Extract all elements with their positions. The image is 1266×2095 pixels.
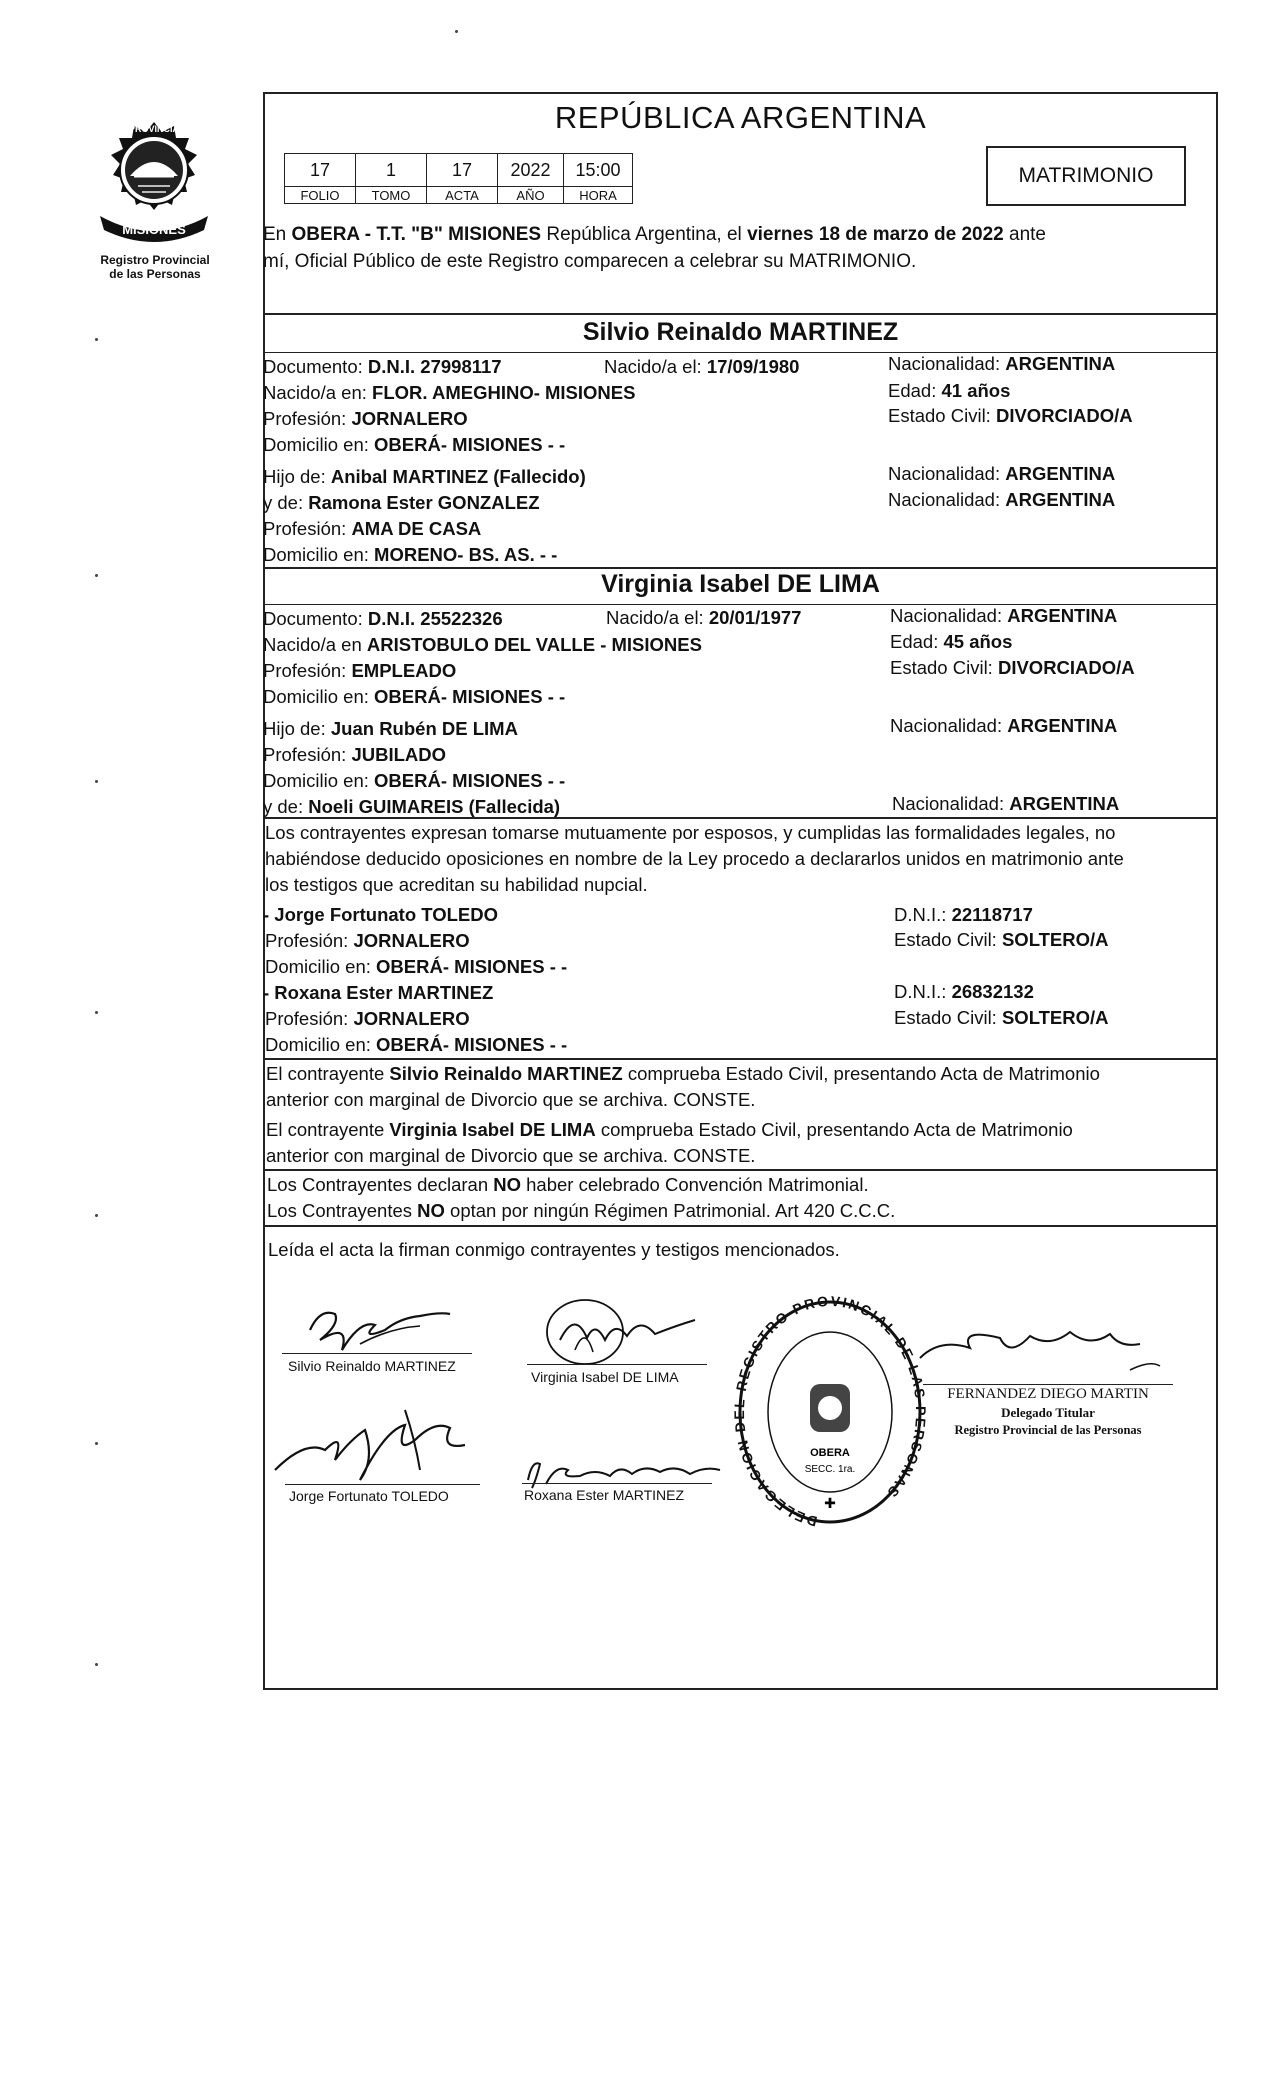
provincial-seal-icon (92, 118, 217, 253)
witness-2-civil-status: Estado Civil: SOLTERO/A (894, 1007, 1109, 1028)
groom-profession: Profesión: JORNALERO (263, 408, 468, 429)
bride-nationality: Nacionalidad: ARGENTINA (890, 605, 1118, 626)
groom-name-heading: Silvio Reinaldo MARTINEZ (582, 318, 899, 346)
groom-mother: y de: Ramona Ester GONZALEZ (263, 492, 540, 513)
bride-birthplace: Nacido/a en ARISTOBULO DEL VALLE - MISIONES (263, 634, 702, 655)
regime-line-1: Los Contrayentes declaran NO haber celebrado Convención Matrimonial. (267, 1174, 869, 1195)
bride-father-address: Domicilio en: OBERÁ- MISIONES - - (263, 770, 566, 791)
intro-line-2: mí, Oficial Público de este Registro comparecen a celebrar su MATRIMONIO. (263, 251, 917, 272)
bride-signature-line (527, 1364, 707, 1365)
separator (263, 567, 1218, 569)
officer-title: Delegado Titular (1001, 1405, 1095, 1420)
official-round-stamp-icon (730, 1292, 930, 1541)
scan-speck (95, 574, 98, 577)
folio-value: 17 (285, 154, 356, 187)
scan-speck (95, 1442, 98, 1445)
civil-note-1: El contrayente Silvio Reinaldo MARTINEZ comprueba Estado Civil, presentando Acta de Matrimonio (266, 1063, 1100, 1084)
bride-father-profession: Profesión: JUBILADO (263, 744, 446, 765)
scan-speck (95, 1011, 98, 1014)
emblem-caption (70, 253, 240, 281)
tomo-value: 1 (356, 154, 427, 187)
witness-1-signature-line (285, 1484, 480, 1485)
groom-father-nationality: Nacionalidad: ARGENTINA (888, 463, 1116, 484)
intro-date: viernes 18 de marzo de 2022 (747, 224, 1004, 245)
groom-civil-status: Estado Civil: DIVORCIADO/A (888, 405, 1133, 426)
separator (263, 1169, 1218, 1171)
witness-2-signature-name: Roxana Ester MARTINEZ (524, 1487, 685, 1503)
groom-birthplace: Nacido/a en: FLOR. AMEGHINO- MISIONES (263, 382, 636, 403)
groom-nationality: Nacionalidad: ARGENTINA (888, 353, 1116, 374)
acta-value: 17 (427, 154, 498, 187)
bride-father-nationality: Nacionalidad: ARGENTINA (890, 715, 1118, 736)
bride-civil-status: Estado Civil: DIVORCIADO/A (890, 657, 1135, 678)
witness-1-civil-status: Estado Civil: SOLTERO/A (894, 929, 1109, 950)
groom-document: Documento: D.N.I. 27998117 (263, 356, 502, 377)
witness-1-signature-name: Jorge Fortunato TOLEDO (289, 1488, 449, 1504)
registry-table (284, 153, 633, 204)
groom-mother-nationality: Nacionalidad: ARGENTINA (888, 489, 1116, 510)
separator (263, 817, 1218, 819)
closing-text: Leída el acta la firman conmigo contrayentes y testigos mencionados. (268, 1239, 840, 1260)
civil-note-2-line-2: anterior con marginal de Divorcio que se archiva. CONSTE. (266, 1145, 756, 1166)
svg-text:✚: ✚ (824, 1495, 836, 1511)
scan-speck (95, 338, 98, 341)
act-type-box: MATRIMONIO (986, 146, 1186, 206)
stamp-inner-text-2: SECC. 1ra. (804, 1464, 856, 1475)
separator (263, 313, 1218, 315)
hora-label: HORA (564, 187, 633, 204)
witness-1-profession: Profesión: JORNALERO (265, 930, 470, 951)
declaration-line-1: Los contrayentes expresan tomarse mutuamente por esposos, y cumplidas las formalidades legales, no (265, 822, 1116, 843)
anio-label: AÑO (498, 187, 564, 204)
intro-place: OBERA - T.T. "B" MISIONES (291, 224, 542, 245)
witness-2-signature-line (522, 1483, 712, 1484)
bride-signature-name: Virginia Isabel DE LIMA (531, 1369, 679, 1385)
scan-speck (455, 30, 458, 33)
page-title: REPÚBLICA ARGENTINA (554, 100, 927, 135)
intro-line-1: En OBERA - T.T. "B" MISIONES República Argentina, el viernes 18 de marzo de 2022 ante (263, 224, 1046, 245)
groom-age: Edad: 41 años (888, 380, 1011, 401)
civil-note-2: El contrayente Virginia Isabel DE LIMA comprueba Estado Civil, presentando Acta de Matrimonio (266, 1119, 1073, 1140)
officer-signature-icon (900, 1318, 1170, 1388)
groom-father: Hijo de: Anibal MARTINEZ (Fallecido) (263, 466, 586, 487)
witness-1-name: - Jorge Fortunato TOLEDO (263, 904, 499, 925)
witness-1-dni: D.N.I.: 22118717 (894, 904, 1033, 925)
bride-birthdate: Nacido/a el: 20/01/1977 (606, 607, 802, 628)
officer-organization: Registro Provincial de las Personas (954, 1423, 1142, 1437)
anio-value: 2022 (498, 154, 564, 187)
bride-father: Hijo de: Juan Rubén DE LIMA (263, 718, 518, 739)
bride-mother: y de: Noeli GUIMAREIS (Fallecida) (263, 796, 561, 817)
seal-text-top: PROVINCIA (128, 124, 180, 134)
seal-text-bottom: MISIONES (122, 222, 186, 237)
bride-mother-nationality: Nacionalidad: ARGENTINA (892, 793, 1120, 814)
regime-line-2: Los Contrayentes NO optan por ningún Régimen Patrimonial. Art 420 C.C.C. (267, 1200, 896, 1221)
separator (263, 1225, 1218, 1227)
bride-address: Domicilio en: OBERÁ- MISIONES - - (263, 686, 566, 707)
bride-document: Documento: D.N.I. 25522326 (263, 608, 503, 629)
declaration-line-3: los testigos que acreditan su habilidad nupcial. (265, 874, 648, 895)
seal-text-middle: DE (149, 214, 159, 221)
witness-2-profession: Profesión: JORNALERO (265, 1008, 470, 1029)
bride-signature-icon (515, 1290, 725, 1370)
groom-signature-line (282, 1353, 472, 1354)
bride-profession: Profesión: EMPLEADO (263, 660, 457, 681)
groom-mother-profession: Profesión: AMA DE CASA (263, 518, 482, 539)
tomo-label: TOMO (356, 187, 427, 204)
witness-2-dni: D.N.I.: 26832132 (894, 981, 1034, 1002)
acta-label: ACTA (427, 187, 498, 204)
groom-parents-address: Domicilio en: MORENO- BS. AS. - - (263, 544, 558, 565)
declaration-line-2: habiéndose deducido oposiciones en nombre de la Ley procedo a declararlos unidos en matrimonio ante (265, 848, 1124, 869)
emblem-caption-line-2: de las Personas (109, 267, 201, 281)
bride-name-heading: Virginia Isabel DE LIMA (601, 570, 880, 598)
witness-1-address: Domicilio en: OBERÁ- MISIONES - - (265, 956, 568, 977)
groom-address: Domicilio en: OBERÁ- MISIONES - - (263, 434, 566, 455)
groom-signature-icon (290, 1300, 480, 1360)
officer-name: FERNANDEZ DIEGO MARTIN (947, 1386, 1149, 1402)
scan-speck (95, 1663, 98, 1666)
groom-birthdate: Nacido/a el: 17/09/1980 (604, 356, 800, 377)
officer-signature-line (923, 1384, 1173, 1385)
scan-speck (95, 1214, 98, 1217)
folio-label: FOLIO (285, 187, 356, 204)
separator (263, 1058, 1218, 1060)
witness-2-name: - Roxana Ester MARTINEZ (263, 982, 494, 1003)
bride-age: Edad: 45 años (890, 631, 1013, 652)
witness-1-signature-icon (265, 1400, 485, 1500)
stamp-ring-text: DELEGACION DEL REGISTRO PROVINCIAL DE LAS PERSONAS (730, 1292, 930, 1530)
scan-speck (95, 780, 98, 783)
hora-value: 15:00 (564, 154, 633, 187)
civil-note-1-line-2: anterior con marginal de Divorcio que se archiva. CONSTE. (266, 1089, 756, 1110)
emblem-caption-line-1: Registro Provincial (100, 253, 210, 267)
witness-2-address: Domicilio en: OBERÁ- MISIONES - - (265, 1034, 568, 1055)
stamp-inner-text-1: OBERA (810, 1447, 850, 1459)
groom-signature-name: Silvio Reinaldo MARTINEZ (288, 1358, 456, 1374)
